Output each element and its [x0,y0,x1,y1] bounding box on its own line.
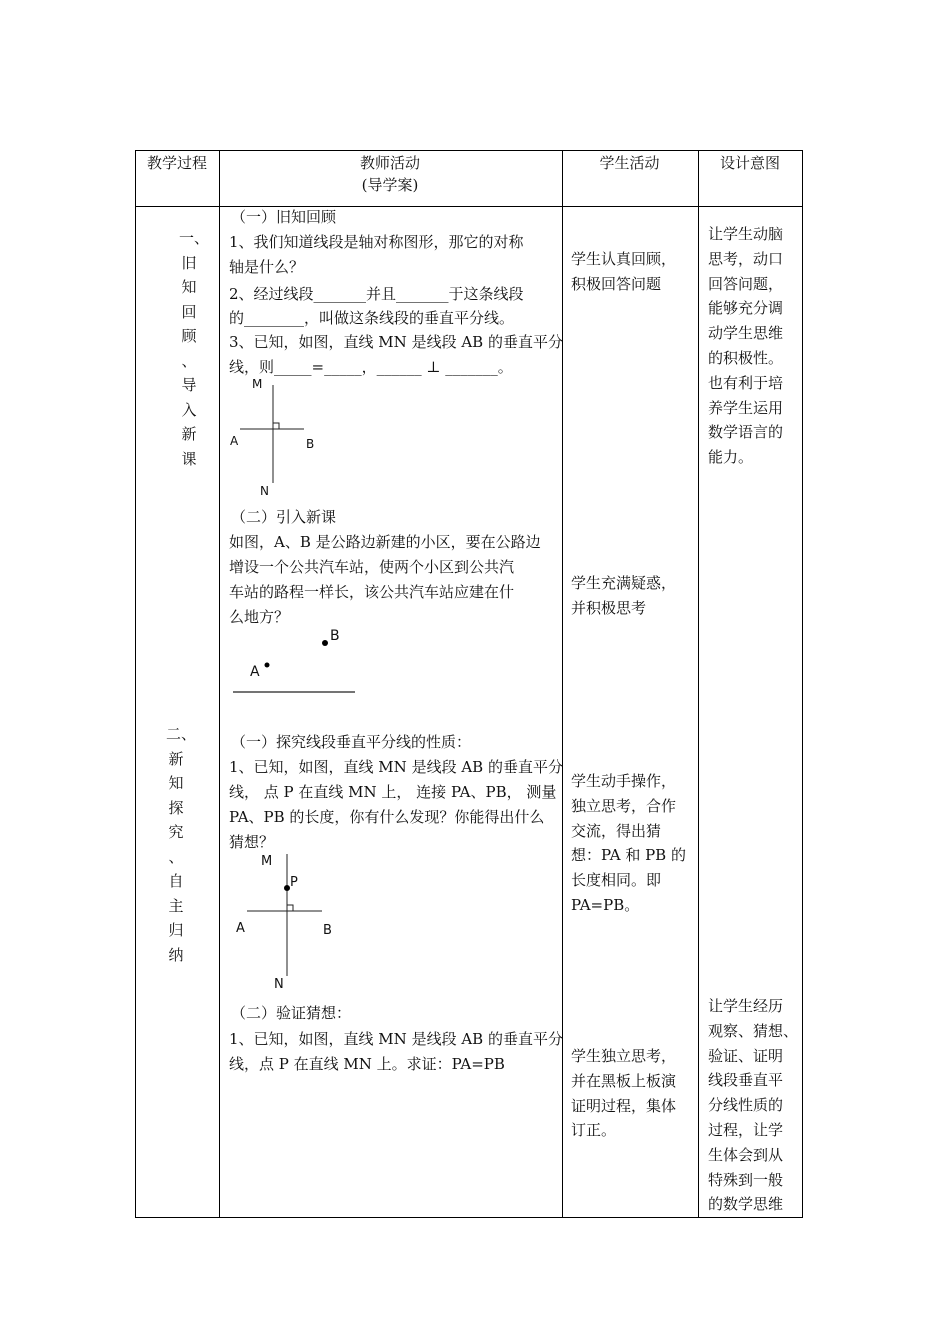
intro-text: 车站的路程一样长，该公共汽车站应建在什 [229,583,515,601]
question-text: 3、已知，如图，直线 MN 是线段 AB 的垂直平分 [229,333,563,351]
label-m: M [261,854,273,869]
question-text: 2、经过线段_______并且_______于这条线段 [229,285,524,303]
student-activity-intro: 学生充满疑惑， 并积极思考 [571,574,677,617]
column-divider [562,151,563,1217]
question-text: 的________，叫做这条线段的垂直平分线。 [229,309,515,327]
header-design-intent: 设计意图 [719,154,780,172]
design-intent-two: 让学生经历 观察、猜想、 验证、证明 线段垂直平 分线性质的 过程，让学 生体会到从 特殊到一般 的数学思维 [708,997,799,1214]
label-a: A [236,921,245,936]
label-a: A [230,434,239,448]
header-teacher-activity [220,152,560,196]
question-text: PA、PB 的长度，你有什么发现？你能得出什么 [229,808,545,826]
question-text: 猜想？ [229,833,275,851]
perpendicular-bisector-point-figure [230,848,350,992]
label-m: M [252,377,263,391]
question-text: 线，则_____=_____，______ ⊥ _______。 [229,358,513,376]
review-heading: （一）旧知回顾 [231,208,337,226]
road-figure [228,624,360,696]
explore-heading: （一）探究线段垂直平分线的性质： [231,733,472,751]
question-text: 轴是什么？ [229,258,305,276]
verify-heading: （二）验证猜想： [231,1004,352,1022]
intro-heading: （二）引入新课 [231,508,337,526]
question-text: 1、我们知道线段是轴对称图形，那它的对称 [229,233,524,251]
header-process: 教学过程 [146,154,207,172]
stage-one-label: 一、 旧 知 回 顾 、 导 入 新 课 [179,229,210,468]
point-b [322,640,328,646]
label-b: B [323,923,332,938]
point-a [265,663,270,668]
column-divider [698,151,699,1217]
label-n: N [274,977,284,992]
student-activity-review: 学生认真回顾， 积极回答问题 [571,250,677,293]
header-teacher-title: 教师活动 [359,154,420,172]
right-angle-mark [273,423,279,429]
label-a: A [250,664,260,680]
question-text: 1、已知，如图，直线 MN 是线段 AB 的垂直平分 [229,758,563,776]
question-text: 线， 点 P 在直线 MN 上， 连接 PA、PB， 测量 [229,783,557,801]
label-p: P [290,875,298,890]
student-activity-explore: 学生动手操作， 独立思考，合作 交流，得出猜 想：PA 和 PB 的 长度相同。即 PA=PB。 [571,772,686,914]
intro-text: 如图，A、B 是公路边新建的小区，要在公路边 [229,533,541,551]
right-angle-mark [287,905,293,911]
label-b: B [306,437,315,451]
student-activity-verify: 学生独立思考， 并在黑板上板演 证明过程，集体 订正。 [571,1047,677,1140]
header-student-activity: 学生活动 [599,154,660,172]
stage-two-label: 二、 新 知 探 究 、 自 主 归 纳 [166,725,197,964]
label-n: N [260,484,269,498]
perpendicular-bisector-figure [222,375,332,500]
column-divider [219,151,220,1217]
intro-text: 增设一个公共汽车站，使两个小区到公共汽 [229,558,515,576]
proof-text: 1、已知，如图，直线 MN 是线段 AB 的垂直平分 [229,1030,563,1048]
intro-text: 么地方？ [229,608,290,626]
design-intent-one: 让学生动脑 思考，动口 回答问题， 能够充分调 动学生思维 的积极性。 也有利于培 养学生运用 数学语言的 能力。 [708,225,784,467]
header-teacher-subtitle: (导学案) [361,176,419,194]
label-b: B [330,628,340,644]
proof-text: 线，点 P 在直线 MN 上。求证：PA=PB [229,1055,505,1073]
